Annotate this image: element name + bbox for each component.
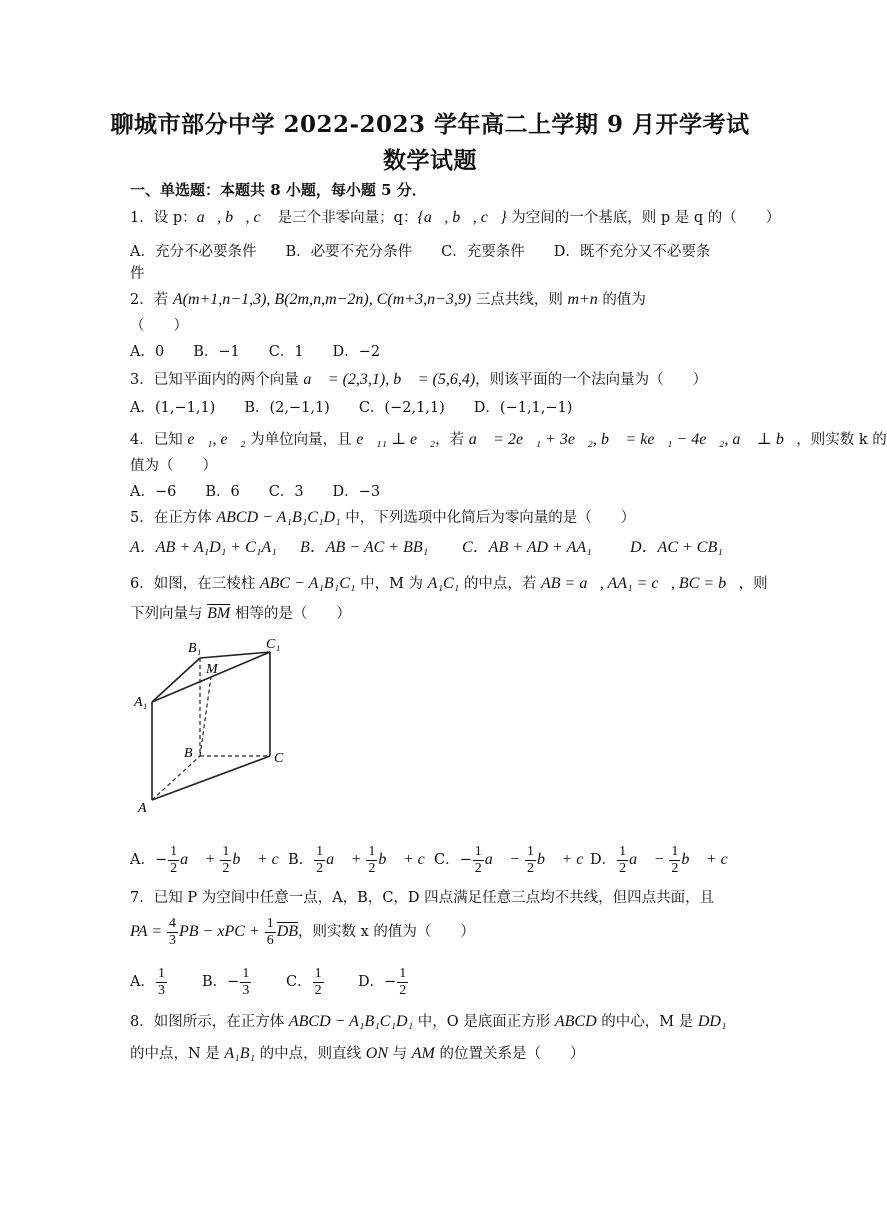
q8-cube: ABCD − A₁B₁C₁D₁ [288, 1013, 414, 1030]
q8-edge: DD₁ [697, 1013, 727, 1030]
q6-opt-b-frac1 [314, 844, 325, 877]
q6-prism: ABC − A₁B₁C₁ [259, 575, 356, 592]
frac-den: 2 [671, 860, 679, 876]
label-a1: A₁ [134, 695, 148, 710]
q8-wrap-d: 的位置关系是（ ） [434, 1046, 585, 1062]
frac-num: 1 [316, 843, 324, 859]
frac-den: 2 [399, 982, 407, 998]
q3-text-b: ，则该平面的一个法向量为（ ） [475, 372, 708, 388]
q7-opt-a-label: A． [130, 974, 155, 990]
q5-option-c: C．AB + AD + AA₁ [462, 539, 592, 556]
q6-opt-d-tail: b⃗ + c⃗ [681, 851, 741, 868]
q7-mid: PB − xPC + [179, 923, 264, 940]
q7-opt-b-frac [240, 966, 251, 999]
q4-perpendicular: e⃗₁₁ ⊥ e⃗₂ [356, 431, 436, 448]
frac-den: 2 [368, 860, 376, 876]
frac-num: 1 [266, 915, 274, 931]
q8-text-c: 的中心，M 是 [596, 1014, 698, 1030]
frac-num: 1 [242, 965, 250, 981]
q8-line-on: ON [365, 1045, 389, 1062]
q7-text-b: ，则实数 x 的值为（ ） [298, 924, 475, 940]
question-4-options: A．−6 B．6 C．3 D．−3 [130, 484, 381, 500]
q8-segment: A₁B₁ [224, 1045, 256, 1062]
q5-cube: ABCD − A₁B₁C₁D₁ [216, 509, 341, 526]
q6-opt-c-tail: b⃗ + c⃗ [537, 851, 596, 868]
frac-num: 1 [222, 843, 230, 859]
q7-opt-a-frac [156, 966, 167, 999]
question-8-stem [130, 1012, 727, 1032]
q6-opt-c-vec-a: a⃗ − [484, 851, 524, 868]
q7-option-d [358, 964, 409, 1000]
q7-option-b [202, 964, 286, 1000]
q3-vectors: a⃗ = (2,3,1), b⃗ = (5,6,4) [303, 371, 476, 388]
frac-den: 2 [316, 860, 324, 876]
question-1-stem [130, 208, 780, 228]
q7-opt-b-label: B．− [202, 974, 240, 990]
question-3-options: A．(1,−1,1) B．(2,−1,1) C．(−2,1,1) D．(−1,1,−1) [130, 400, 573, 416]
prism-figure [128, 636, 298, 816]
question-7-options [130, 964, 409, 1000]
q7-opt-c-label: C． [286, 974, 312, 990]
label-b1: B₁ [188, 641, 202, 656]
frac-num: 1 [619, 843, 627, 859]
q6-wrap-b: 相等的是（ ） [230, 606, 351, 622]
question-2-stem-wrap: （ ） [130, 318, 188, 334]
frac-den: 2 [222, 860, 230, 876]
q6-opt-a-vec-a: a⃗ + [180, 851, 220, 868]
q4-conditions: a⃗ = 2e⃗₁ + 3e⃗₂, b⃗ = ke⃗₁ − 4e⃗₂, a⃗ ⊥ b⃗ [468, 431, 797, 448]
question-8-stem-wrap [130, 1044, 584, 1064]
frac-num: 4 [169, 915, 176, 931]
q6-opt-d-frac1 [617, 844, 628, 877]
q2-text-a: 2．若 [130, 292, 173, 308]
question-2-stem [130, 290, 646, 310]
question-4-stem-wrap: 值为（ ） [130, 458, 217, 474]
q6-opt-b-tail: b⃗ + c⃗ [378, 851, 438, 868]
q7-opt-c-frac [313, 966, 324, 999]
q4-text-c: ，若 [435, 432, 469, 448]
q7-db: $\overline{DB}$ [276, 923, 299, 940]
exam-subject: 数学试题 [383, 147, 477, 174]
q5-option-a: A．AB + A₁D₁ + C₁A₁ [130, 539, 277, 556]
question-6-stem [130, 574, 768, 594]
q8-square: ABCD [554, 1013, 597, 1030]
frac-num: 1 [170, 843, 178, 859]
q8-wrap-c: 与 [388, 1046, 412, 1062]
q6-vectors: AB = a⃗, AA₁ = c⃗, BC = b⃗ [540, 575, 739, 592]
q5-text-a: 5．在正方体 [130, 510, 217, 526]
label-m: M [206, 662, 218, 677]
q3-text-a: 3．已知平面内的两个向量 [130, 372, 304, 388]
q7-option-c [286, 964, 358, 1000]
question-4-stem [130, 430, 887, 450]
question-2-options: A．0 B．−1 C．1 D．−2 [130, 344, 381, 360]
question-1-options: A．充分不必要条件 B．必要不充分条件 C．充要条件 D．既不充分又不必要条 [130, 244, 711, 260]
question-6-options [130, 842, 740, 878]
q4-text-b: 为单位向量，且 [245, 432, 357, 448]
label-b: B [184, 746, 193, 761]
q7-frac-1-6 [265, 916, 276, 949]
question-5-options [130, 538, 723, 558]
edge-a-c [152, 756, 270, 800]
q8-wrap-a: 的中点，N 是 [130, 1046, 225, 1062]
q6-option-c [434, 842, 596, 878]
q7-pa: PA = [130, 923, 166, 940]
q7-opt-d-label: D．− [358, 974, 397, 990]
q2-text-c: 的值为 [597, 292, 646, 308]
frac-num: 1 [671, 843, 679, 859]
q2-expression: m+n [567, 291, 598, 308]
frac-den: 2 [527, 860, 534, 876]
q6-opt-b-label: B． [288, 852, 314, 868]
frac-den: 2 [474, 860, 482, 876]
q6-opt-d-label: D． [590, 852, 617, 868]
q6-opt-c-frac2 [525, 844, 536, 877]
q6-opt-d-frac2 [669, 844, 680, 877]
q8-text-a: 8．如图所示，在正方体 [130, 1014, 289, 1030]
q6-wrap-a: 下列向量与 [130, 606, 208, 622]
q8-text-b: 中，O 是底面正方形 [413, 1014, 555, 1030]
segment-bm [200, 677, 211, 756]
question-1-options-wrap: 件 [130, 266, 145, 282]
q6-opt-c-frac1 [473, 844, 484, 877]
edge-a1-b1 [152, 658, 200, 702]
question-7-equation [130, 914, 475, 950]
frac-den: 2 [170, 860, 178, 876]
question-7-stem: 7．已知 P 为空间中任意一点，A，B，C，D 四点满足任意三点均不共线，但四点共面，且 [130, 890, 715, 906]
label-c1: C₁ [266, 637, 281, 652]
q1-basis-set: {a⃗, b⃗, c⃗} [417, 209, 507, 226]
frac-num: 1 [399, 965, 407, 981]
q2-text-b: 三点共线，则 [471, 292, 568, 308]
frac-den: 6 [266, 932, 274, 948]
q6-vector-bm: $\overline{BM}$ [207, 605, 231, 622]
frac-num: 1 [527, 843, 534, 859]
q7-frac-4-3 [167, 916, 178, 949]
q7-option-a [130, 964, 202, 1000]
q6-text-d: ，则 [738, 576, 768, 592]
q1-text-b: 是三个非零向量；q： [273, 210, 418, 226]
frac-den: 3 [169, 932, 176, 948]
q5-text-b: 中，下列选项中化简后为零向量的是（ ） [340, 510, 636, 526]
q1-text-a: 1．设 p： [130, 210, 197, 226]
q6-opt-a-frac2 [220, 844, 231, 877]
edge-a-b [152, 756, 200, 800]
question-3-stem [130, 370, 707, 390]
frac-num: 1 [368, 843, 376, 859]
question-6-stem-wrap [130, 604, 351, 624]
question-5-stem [130, 508, 635, 528]
frac-den: 2 [619, 860, 627, 876]
q6-text-b: 中，M 为 [355, 576, 428, 592]
q1-text-c: 为空间的一个基底，则 p 是 q 的（ ） [506, 210, 781, 226]
q6-opt-c-label: C．− [434, 852, 472, 868]
label-c: C [274, 751, 284, 766]
q5-option-d: D．AC + CB₁ [630, 539, 723, 556]
q6-opt-d-vec-a: a⃗ − [629, 851, 669, 868]
q8-wrap-b: 的中点，则直线 [255, 1046, 366, 1062]
section-heading: 一、单选题：本题共 8 小题，每小题 5 分． [130, 181, 427, 199]
q5-option-b: B．AB − AC + BB₁ [300, 539, 429, 556]
q6-segment: A₁C₁ [427, 575, 460, 592]
frac-den: 3 [157, 982, 165, 998]
frac-num: 1 [474, 843, 482, 859]
frac-den: 3 [242, 982, 250, 998]
q6-opt-a-label: A．− [130, 852, 168, 868]
q4-text-a: 4．已知 [130, 432, 188, 448]
q1-vectors: a⃗, b⃗, c⃗ [196, 209, 274, 226]
frac-den: 2 [314, 982, 322, 998]
frac-num: 1 [157, 965, 165, 981]
q8-line-am: AM [411, 1045, 435, 1062]
q6-option-a [130, 842, 292, 878]
q6-option-b [288, 842, 438, 878]
q6-text-c: 的中点，若 [459, 576, 541, 592]
exam-title: 聊城市部分中学 2022-2023 学年高二上学期 9 月开学考试 [110, 111, 750, 138]
q2-points: A(m+1,n−1,3), B(2m,n,m−2n), C(m+3,n−3,9) [172, 291, 472, 308]
q7-opt-d-frac [397, 966, 408, 999]
q4-unit-vectors: e⃗₁, e⃗₂ [187, 431, 246, 448]
q6-text-a: 6．如图，在三棱柱 [130, 576, 260, 592]
frac-num: 1 [314, 965, 322, 981]
label-a: A [138, 801, 147, 816]
q6-opt-b-frac2 [366, 844, 377, 877]
q6-option-d [590, 842, 740, 878]
q6-opt-a-tail: b⃗ + c⃗ [232, 851, 292, 868]
q4-text-d: ，则实数 k 的 [796, 432, 887, 448]
q6-opt-a-frac1 [168, 844, 179, 877]
q6-opt-b-vec-a: a⃗ + [326, 851, 366, 868]
